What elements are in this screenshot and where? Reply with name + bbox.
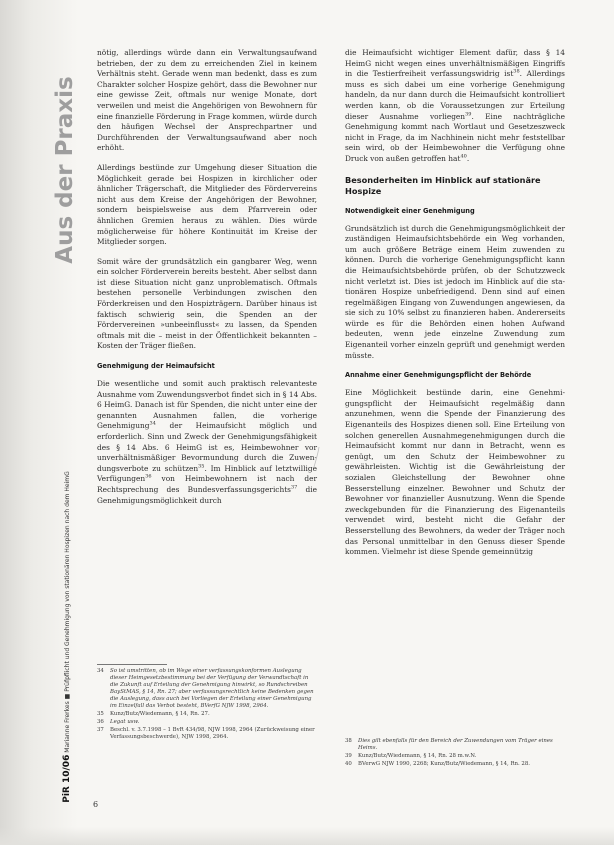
subsection-heading: Notwendigkeit einer Genehmigung bbox=[345, 206, 475, 215]
paragraph: Die wesentliche und somit auch praktisch relevanteste Ausnahme vom Zuwendungsverbot findet sich in § 14 Abs. 6 HeimG. Danach ist für Spenden, die nicht unter eine der genannten Ausnahmen fallen, die vorherige Genehmigung$^{34}$ der Heimaufsicht möglich und erforderlich. Sinn und Zweck der Genehmigungsfähigkeit des § 14 Abs. 6 HeimG ist es, Heimbewohner vor unverhältnismäßiger Bevormundung durch die Zuwendungsverbote zu schützen$^{35}$. Im Hinblick auf letztwillige Verfügungen$^{36}$ von Heimbewohnern ist nach der Rechtsprechung des Bundesverfassungsgerichts$^{37}$ die Genehmigungsmöglichkeit durch bbox=[97, 379, 317, 505]
right-column bbox=[345, 48, 565, 567]
footnote: 37 Beschl. v. 3.7.1998 – 1 BvR 434/98, NJW 1998, 2964 (Zurückweisung einer Verfassungsbeschwerde), NJW 1998, 2964. bbox=[97, 727, 315, 740]
footnotes-left bbox=[97, 664, 317, 742]
page-number: 6 bbox=[93, 800, 99, 809]
footnote: 38 Dies gilt ebenfalls für den Bereich der Zuwendungen vom Träger eines Heims. bbox=[345, 738, 553, 751]
footnote: 34 So ist umstritten, ob im Wege einer verfassungskonformen Auslegung dieser Heimgesetzbestimmung bei der Verfügung der Verwandtschaft in die Zukunft auf Erteilung der Genehmigung hinwirkt, so Rundschreiben BayStMAS, § 14, Rn. 27; aber verfassungsrechtlich keine Bedenken gegen die Auslegung, dass auch bei Vorliegen der Erteilung einer Genehmigung im Einzelfall das Verbot besteht, BVerfG NJW 1998, 2964. bbox=[97, 668, 314, 709]
left-column bbox=[97, 48, 317, 515]
footnote-ref: 39 bbox=[465, 111, 472, 118]
paragraph: Eine Möglichkeit bestünde darin, eine Genehmigungspflicht der Heimaufsicht regelmäßig dann anzunehmen, wenn die Spende der Finanzierung des Eigenanteils des Hospizes dienen soll. Eine Erteilung von solchen generellen Ausnahmegenehmigungen durch die Heimaufsicht kommt nur dann in Betracht, wenn es genügt, um den Schutz der Heimbewohner zu gewährleisten. Wichtig ist die Gewährleistung der sozialen Gleichstellung der Bewohner ohne Besserstellung einzelner. Bewohner und Schutz der Bewohner vor finanzieller Ausnutzung. Wenn die Spende zweckgebunden für die Finanzierung des Eigenanteils verwendet wird, besteht nicht die Gefahr der Besserstellung des Bewohners, da weder der Träger noch das Personal unmittelbar in den Genuss dieser Spende kommen. Vielmehr ist diese Spende gemeinnützig bbox=[345, 388, 565, 557]
footnote-ref: 36 bbox=[145, 473, 152, 480]
section-heading: Besonderheiten im Hinblick auf stationäre Hospize bbox=[345, 174, 541, 196]
footnote: 35 Kunz/Butz/Wiedemann, § 14, Rn. 27. bbox=[97, 711, 210, 717]
footnote-ref: 35 bbox=[198, 463, 205, 470]
running-head bbox=[57, 452, 77, 822]
footnote-rule bbox=[97, 664, 167, 665]
footnote: 40 BVerwG NJW 1990, 2268; Kunz/Butz/Wiedemann, § 14, Rn. 28. bbox=[345, 761, 530, 767]
footnote: 36 Legat usw. bbox=[97, 719, 140, 725]
footnote: 39 Kunz/Butz/Wiedemann, § 14, Rn. 28 m.w.N. bbox=[345, 753, 477, 759]
pencil-mark bbox=[312, 446, 322, 468]
paragraph: Allerdings bestünde zur Umgehung dieser Situation die Möglichkeit gerade bei Hospizen in kirchlicher oder ähnlicher Trägerschaft, die Mitglieder des Fördervereins nicht aus dem Kreise der Angehörigen der Bewohner, sondern beispielsweise aus dem Pfarrverein oder ähnlichen Gremien heraus zu wählen. Dies würde möglicherweise für höhere Kontinuität im Kreise der Mitglieder sorgen. bbox=[97, 162, 317, 247]
scan-shadow-bottom bbox=[0, 827, 614, 845]
footnote-ref: 34 bbox=[149, 420, 156, 427]
section-heading: Genehmigung der Heimaufsicht bbox=[97, 362, 215, 371]
footnote-ref: 38 bbox=[513, 68, 520, 75]
footnote-ref: 40 bbox=[460, 153, 467, 160]
section-label: Aus der Praxis bbox=[52, 76, 78, 264]
paragraph: Grundsätzlich ist durch die Genehmigungsmöglichkeit der zuständigen Heimaufsichtsbehörde ein Weg vorhanden, um auch größere Beträge einem Heim zuwenden zu können. Durch die vorherige Genehmigungspflicht kann die Heimaufsichtsbehörde prüfen, ob der Schutzzweck nicht verletzt ist. Dies ist jedoch im Hinblick auf die stationären Hospize unbefriedigend. Denn sind auf einen regelmäßigen Eingang von Zuwendungen angewiesen, da sie sich zu 10% selbst zu finanzieren haben. Andererseits würde es für die Behörden einen hohen Aufwand bedeuten, wenn jede einzelne Zuwendung zum Eigenanteil vorher einzeln geprüft und genehmigt werden müsste. bbox=[345, 223, 565, 360]
paragraph: die Heimaufsicht wichtiger Element dafür, dass § 14 HeimG nicht wegen eines unverhältnismäßigen Eingriffs in die Testierfreiheit verfassungswidrig ist$^{38}$. Allerdings muss es sich dabei um eine vorherige Genehmigung handeln, da nur dann durch die Heimaufsicht kontrolliert werden kann, ob die Voraussetzungen zur Erteilung dieser Ausnahme vorliegen$^{39}$. Eine nachträgliche Genehmigung kommt nach Wortlaut und Gesetzeszweck nicht in Frage, da im Nachhinein nicht mehr feststellbar sein wird, ob der Heimbewohner die Verfügung ohne Druck von außen getroffen hat$^{40}$. bbox=[345, 48, 565, 163]
paragraph: nötig, allerdings würde dann ein Verwaltungsaufwand betrieben, der zu dem zu erreichenden Ziel in keinem Verhältnis steht. Gerade wenn man bedenkt, dass es zum Charakter solcher Hospize gehört, dass die Bewohner nur eine gewisse Zeit, oftmals nur wenige Monate, dort verweilen und meist die Angehörigen von Bewohnern für eine finanzielle Förderung in Frage kommen, würde durch den häufigen Wechsel der Ansprechpartner und Durchführenden der Verwaltungsaufwand aber noch erhöht. bbox=[97, 48, 317, 153]
paragraph: Somit wäre der grundsätzlich ein gangbarer Weg, wenn ein solcher Förderverein bereits besteht. Aber selbst dann ist diese Situation nicht ganz unproblematisch. Oftmals bestehen personelle Verbindungen zwischen den Förderkreisen und den Hospizträgern. Darüber hinaus ist faktisch schwierig sein, die Spenden an der Fördervereinen »unbeeinflusst« zu lassen, da Spenden oftmals mit die – meist in der Öffentlichkeit bekannten – Kosten der Träger fließen. bbox=[97, 256, 317, 351]
running-head-title: Marianne Frerkes ■ Prüfpflicht und Genehmigung von stationären Hospizen nach dem HeimG bbox=[64, 471, 71, 753]
journal-issue: PiR 10/06 bbox=[62, 754, 72, 803]
footnotes-right bbox=[345, 738, 565, 769]
subsection-heading: Annahme einer Genehmigungspflicht der Behörde bbox=[345, 371, 532, 380]
footnote-ref: 37 bbox=[290, 484, 298, 491]
